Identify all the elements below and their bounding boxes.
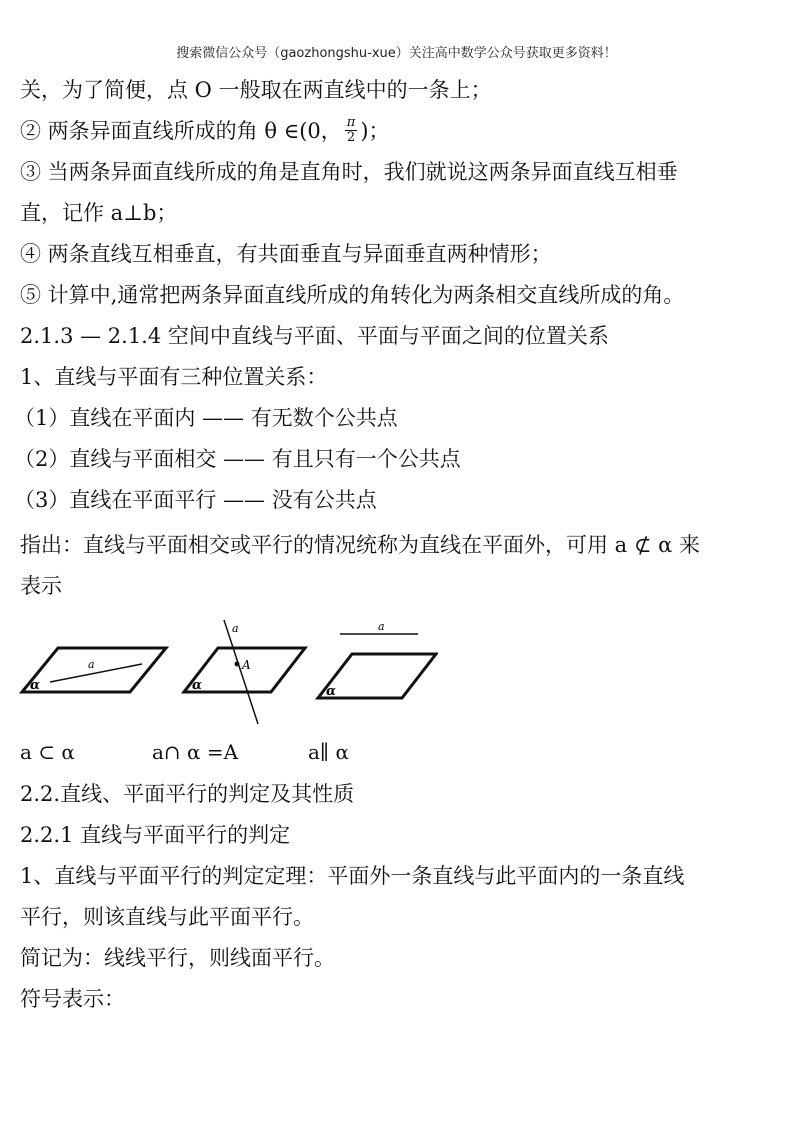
text-line: 简记为：线线平行，则线面平行。: [20, 946, 335, 970]
angle-range-prefix: ② 两条异面直线所成的角 θ ∈(0，: [20, 119, 342, 143]
intersection-point: [235, 662, 240, 667]
text-line: 1、直线与平面平行的判定定理：平面外一条直线与此平面内的一条直线: [20, 864, 685, 888]
section-heading: 2.2.1 直线与平面平行的判定: [20, 823, 291, 847]
section-heading: 2.2.直线、平面平行的判定及其性质: [20, 782, 355, 806]
caption-line-parallel-plane: a∥ α: [308, 740, 350, 764]
text-line: 直，记作 a⊥b；: [20, 201, 178, 225]
plane-label: α: [326, 684, 337, 699]
text-line: 平行，则该直线与此平面平行。: [20, 905, 314, 929]
caption-line-in-plane: a ⊂ α: [20, 740, 75, 764]
point-label: A: [242, 658, 251, 672]
line-label: a: [232, 622, 239, 635]
fraction-denominator: 2: [346, 130, 356, 145]
text-line: 表示: [20, 574, 62, 598]
text-line: 1、直线与平面有三种位置关系：: [20, 365, 328, 389]
text-line: ⑤ 计算中,通常把两条异面直线所成的角转化为两条相交直线所成的角。: [20, 283, 685, 307]
caption-line-intersects-plane: a∩ α =A: [152, 740, 239, 764]
plane-label: α: [30, 678, 41, 693]
page-header-banner: 搜索微信公众号（gaozhongshu-xue）关注高中数学公众号获取更多资料！: [176, 46, 617, 61]
list-item: （3）直线在平面平行 —— 没有公共点: [14, 488, 377, 512]
angle-range-suffix: )；: [360, 119, 390, 143]
line-a: [224, 620, 258, 724]
section-heading: 2.1.3 — 2.1.4 空间中直线与平面、平面与平面之间的位置关系: [20, 324, 609, 348]
figure-line-intersects-plane: [184, 620, 305, 724]
fraction-numerator: π: [346, 115, 356, 130]
line-plane-figures: [18, 612, 438, 730]
line-label: a: [378, 620, 385, 633]
text-line: 指出：直线与平面相交或平行的情况统称为直线在平面外，可用 a ⊄ α 来: [20, 533, 700, 557]
plane-label: α: [192, 678, 203, 693]
line-label: a: [88, 658, 95, 671]
list-item: （1）直线在平面内 —— 有无数个公共点: [14, 406, 398, 430]
text-line: ③ 当两条异面直线所成的角是直角时，我们就说这两条异面直线互相垂: [20, 160, 678, 184]
text-line: 符号表示：: [20, 987, 125, 1011]
text-line: 关，为了简便，点 O 一般取在两直线中的一条上；: [20, 78, 492, 102]
text-line-angle-range: [20, 117, 390, 147]
figure-line-in-plane: [22, 648, 166, 693]
text-line: ④ 两条直线互相垂直，有共面垂直与异面垂直两种情形；: [20, 242, 552, 266]
line-a: [50, 664, 142, 682]
pi-over-two-fraction: [345, 116, 358, 145]
figure-line-parallel-plane: [318, 620, 436, 699]
list-item: （2）直线与平面相交 —— 有且只有一个公共点: [14, 447, 461, 471]
